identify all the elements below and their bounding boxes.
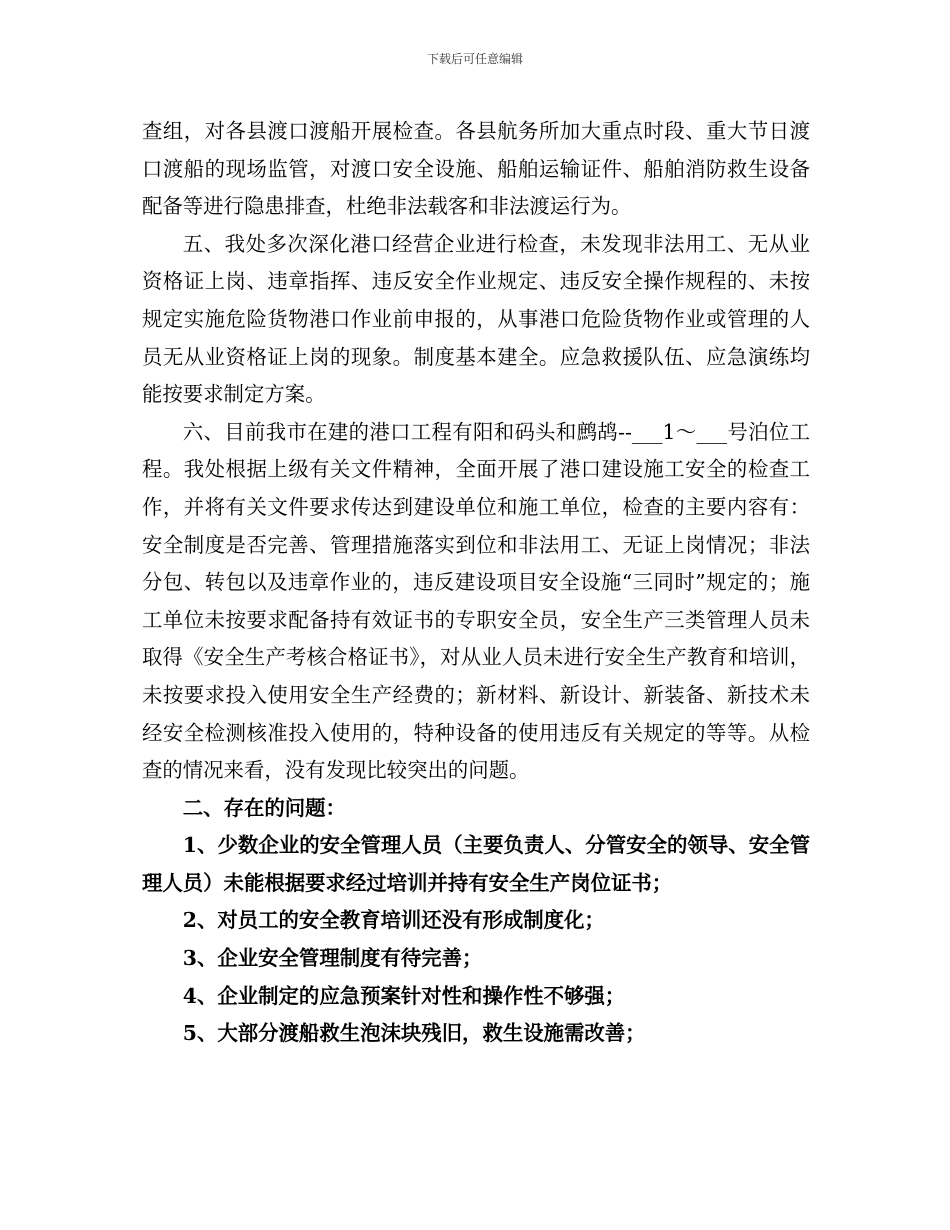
problem-item-3: 3、企业安全管理制度有待完善； (182, 946, 483, 971)
problem-item-2: 2、对员工的安全教育培训还没有形成制度化； (182, 908, 605, 933)
paragraph-continuation: 查组，对各县渡口渡船开展检查。各县航务所加大重点时段、重大节日渡口渡船的现场监管，对渡口安全设施、船舶运输证件、船舶消防救生设备配备等进行隐患排查，杜绝非法载客和非法渡运行为。 (142, 119, 810, 219)
document-body (142, 113, 810, 1053)
heading-existing-problems: 二、存在的问题： (182, 795, 346, 820)
page-header: 下载后可任意编辑 (426, 52, 523, 66)
problem-item-5: 5、大部分渡船救生泡沫块残旧，救生设施需改善； (182, 1021, 646, 1046)
problem-item-4: 4、企业制定的应急预案针对性和操作性不够强； (182, 983, 626, 1008)
problem-item-1: 1、少数企业的安全管理人员（主要负责人、分管安全的领导、安全管理人员）未能根据要求经过培训并持有安全生产岗位证书； (142, 833, 810, 895)
paragraph-section-five: 五、我处多次深化港口经营企业进行检查，未发现非法用工、无从业资格证上岗、违章指挥、违反安全作业规定、违反安全操作规程的、未按规定实施危险货物港口作业前申报的，从事港口危险货物作业或管理的人员无从业资格证上岗的现象。制度基本建全。应急救援队伍、应急演练均能按要求制定方案。 (142, 231, 810, 407)
paragraph-section-six: 六、目前我市在建的港口工程有阳和码头和鹧鸪--___1～___号泊位工程。我处根据上级有关文件精神，全面开展了港口建设施工安全的检查工作，并将有关文件要求传达到建设单位和施工单位，检查的主要内容有：安全制度是否完善、管理措施落实到位和非法用工、无证上岗情况；非法分包、转包以及违章作业的，违反建设项目安全设施“三同时”规定的；施工单位未按要求配备持有效证书的专职安全员，安全生产三类管理人员未取得《安全生产考核合格证书》，对从业人员未进行安全生产教育和培训，未按要求投入使用安全生产经费的；新材料、新设计、新装备、新技术未经安全检测核准投入使用的，特种设备的使用违反有关规定的等等。从检查的情况来看，没有发现比较突出的问题。 (142, 419, 810, 783)
